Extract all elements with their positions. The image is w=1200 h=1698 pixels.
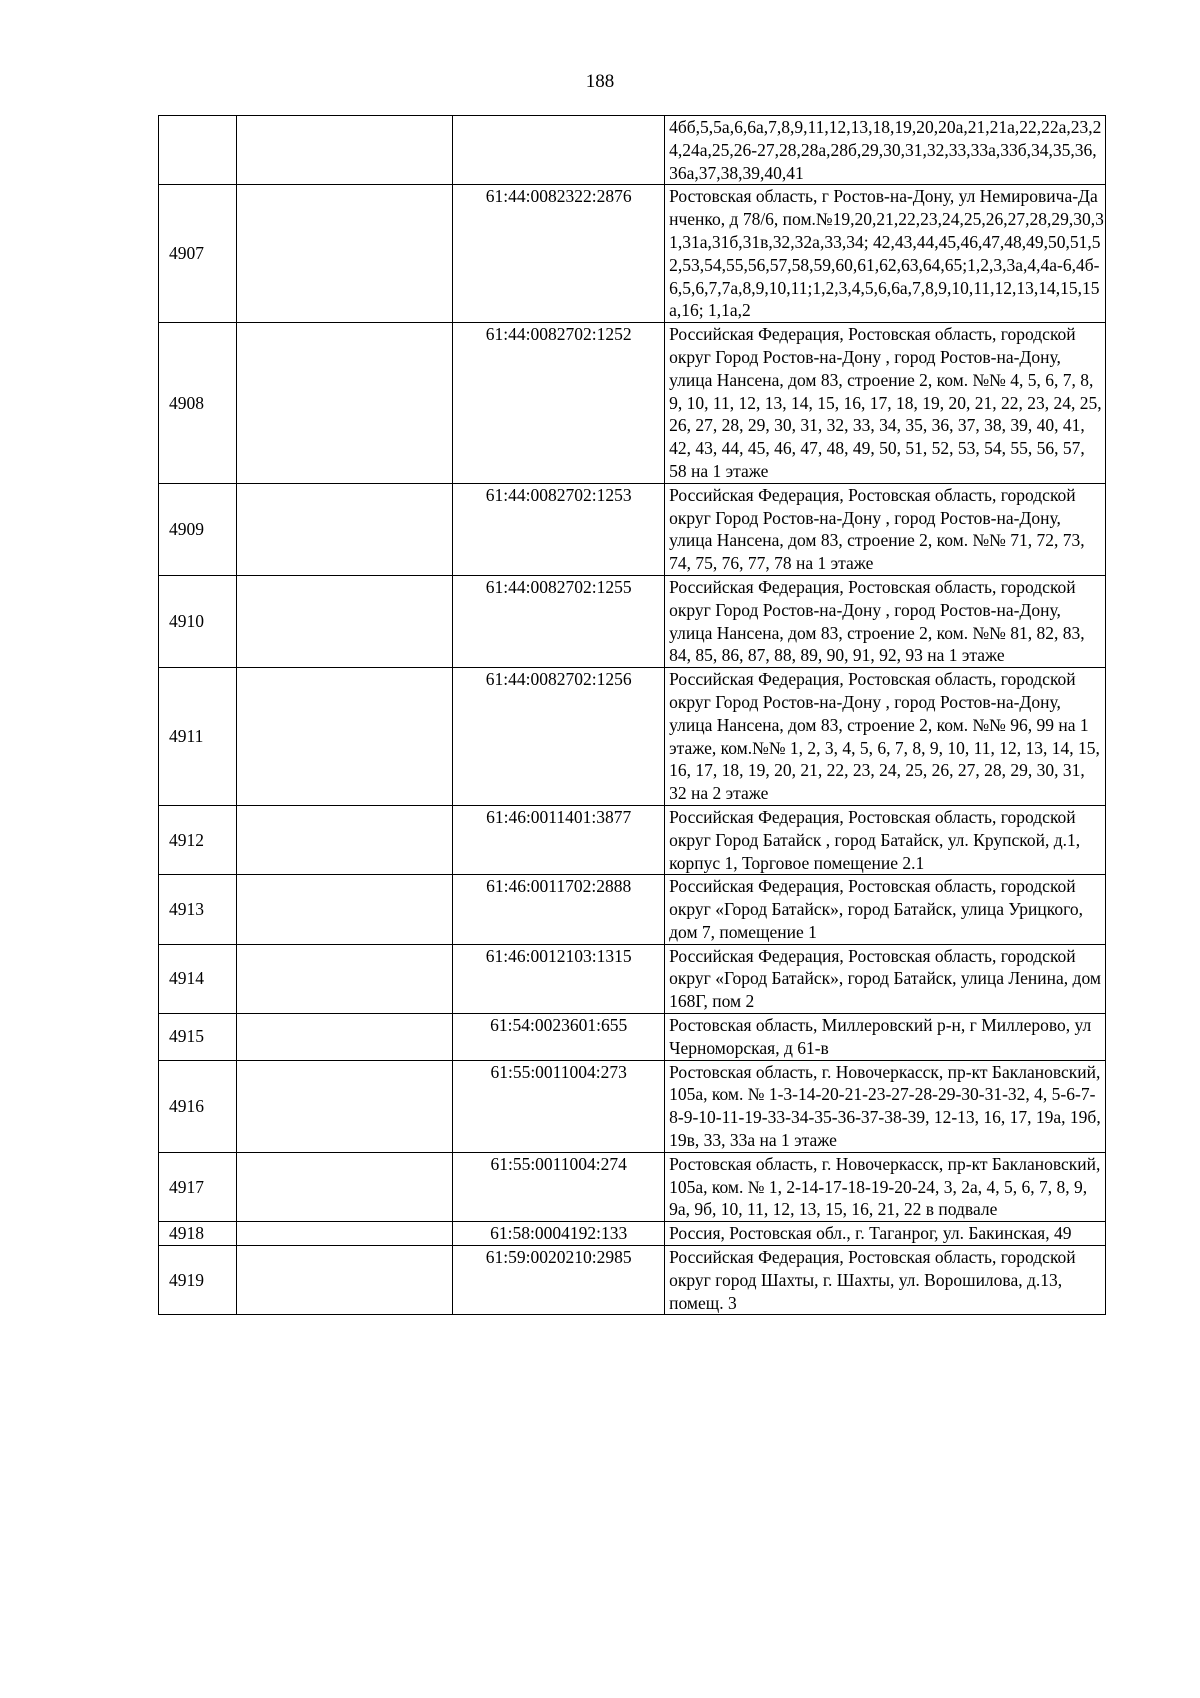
table-row	[159, 1152, 1106, 1221]
cadastral-number-cell: 61:44:0082702:1255	[453, 575, 665, 667]
empty-cell	[237, 1222, 453, 1246]
cadastral-number-cell: 61:54:0023601:655	[453, 1014, 665, 1061]
address-cell: Ростовская область, Миллеровский р-н, г Миллерово, ул Черноморская, д 61-в	[665, 1014, 1106, 1061]
address-cell: Российская Федерация, Ростовская область, городской округ Город Ростов-на-Дону , город Ростов-на-Дону, улица Нансена, дом 83, строение 2, ком. №№ 4, 5, 6, 7, 8, 9, 10, 11, 12, 13, 14, 15, 16, 17, 18, 19, 20, 21, 22, 23, 24, 25, 26, 27, 28, 29, 30, 31, 32, 33, 34, 35, 36, 37, 38, 39, 40, 41, 42, 43, 44, 45, 46, 47, 48, 49, 50, 51, 52, 53, 54, 55, 56, 57, 58 на 1 этаже	[665, 323, 1106, 484]
row-number-cell: 4911	[159, 668, 237, 806]
empty-cell	[237, 116, 453, 185]
empty-cell	[237, 1246, 453, 1315]
table-row	[159, 116, 1106, 185]
cadastral-number-cell: 61:46:0011401:3877	[453, 805, 665, 874]
cadastral-number-cell: 61:44:0082702:1253	[453, 483, 665, 575]
row-number-cell: 4918	[159, 1222, 237, 1246]
empty-cell	[237, 1152, 453, 1221]
empty-cell	[237, 668, 453, 806]
cadastral-number-cell: 61:55:0011004:274	[453, 1152, 665, 1221]
row-number-cell: 4916	[159, 1060, 237, 1152]
cadastral-number-cell: 61:46:0012103:1315	[453, 944, 665, 1013]
cadastral-number-cell: 61:44:0082322:2876	[453, 185, 665, 323]
table-row	[159, 1060, 1106, 1152]
address-cell: Россия, Ростовская обл., г. Таганрог, ул. Бакинская, 49	[665, 1222, 1106, 1246]
row-number-cell: 4912	[159, 805, 237, 874]
address-cell: Российская Федерация, Ростовская область, городской округ «Город Батайск», город Батайск, улица Ленина, дом 168Г, пом 2	[665, 944, 1106, 1013]
table-row	[159, 1014, 1106, 1061]
row-number-cell: 4910	[159, 575, 237, 667]
address-cell: Российская Федерация, Ростовская область, городской округ «Город Батайск», город Батайск, улица Урицкого, дом 7, помещение 1	[665, 875, 1106, 944]
table-row	[159, 185, 1106, 323]
table-row	[159, 1246, 1106, 1315]
address-cell: Ростовская область, г. Новочеркасск, пр-кт Баклановский, 105а, ком. № 1, 2-14-17-18-19-20-24, 3, 2а, 4, 5, 6, 7, 8, 9, 9а, 9б, 10, 11, 12, 13, 15, 16, 21, 22 в подвале	[665, 1152, 1106, 1221]
cadastral-number-cell: 61:44:0082702:1252	[453, 323, 665, 484]
cadastral-number-cell: 61:59:0020210:2985	[453, 1246, 665, 1315]
cadastral-number-cell: 61:44:0082702:1256	[453, 668, 665, 806]
row-number-cell: 4919	[159, 1246, 237, 1315]
row-number-cell	[159, 116, 237, 185]
row-number-cell: 4917	[159, 1152, 237, 1221]
row-number-cell: 4907	[159, 185, 237, 323]
address-cell: Российская Федерация, Ростовская область, городской округ Город Ростов-на-Дону , город Ростов-на-Дону, улица Нансена, дом 83, строение 2, ком. №№ 96, 99 на 1 этаже, ком.№№ 1, 2, 3, 4, 5, 6, 7, 8, 9, 10, 11, 12, 13, 14, 15, 16, 17, 18, 19, 20, 21, 22, 23, 24, 25, 26, 27, 28, 29, 30, 31, 32 на 2 этаже	[665, 668, 1106, 806]
row-number-cell: 4915	[159, 1014, 237, 1061]
address-cell: 4бб,5,5а,6,6а,7,8,9,11,12,13,18,19,20,20а,21,21а,22,22а,23,24,24а,25,26-27,28,28а,28б,29,30,31,32,33,33а,33б,34,35,36,36а,37,38,39,40,41	[665, 116, 1106, 185]
row-number-cell: 4909	[159, 483, 237, 575]
table-row	[159, 805, 1106, 874]
table-row	[159, 323, 1106, 484]
cadastral-number-cell: 61:55:0011004:273	[453, 1060, 665, 1152]
empty-cell	[237, 575, 453, 667]
address-cell: Ростовская область, г Ростов-на-Дону, ул Немировича-Данченко, д 78/6, пом.№19,20,21,22,23,24,25,26,27,28,29,30,31,31а,31б,31в,32,32а,33,34; 42,43,44,45,46,47,48,49,50,51,52,53,54,55,56,57,58,59,60,61,62,63,64,65;1,2,3,3а,4,4а-6,4б-6,5,6,7,7а,8,9,10,11;1,2,3,4,5,6,6а,7,8,9,10,11,12,13,14,15,15а,16; 1,1а,2	[665, 185, 1106, 323]
empty-cell	[237, 805, 453, 874]
address-cell: Ростовская область, г. Новочеркасск, пр-кт Баклановский, 105а, ком. № 1-3-14-20-21-23-27-28-29-30-31-32, 4, 5-6-7-8-9-10-11-19-33-34-35-36-37-38-39, 12-13, 16, 17, 19а, 19б, 19в, 33, 33а на 1 этаже	[665, 1060, 1106, 1152]
table-row	[159, 875, 1106, 944]
page-number: 188	[585, 71, 615, 92]
registry-table	[158, 115, 1106, 1315]
empty-cell	[237, 185, 453, 323]
empty-cell	[237, 483, 453, 575]
address-cell: Российская Федерация, Ростовская область, городской округ Город Ростов-на-Дону , город Ростов-на-Дону, улица Нансена, дом 83, строение 2, ком. №№ 81, 82, 83, 84, 85, 86, 87, 88, 89, 90, 91, 92, 93 на 1 этаже	[665, 575, 1106, 667]
row-number-cell: 4914	[159, 944, 237, 1013]
empty-cell	[237, 1060, 453, 1152]
registry-table-body	[159, 116, 1106, 1315]
empty-cell	[237, 875, 453, 944]
address-cell: Российская Федерация, Ростовская область, городской округ Город Ростов-на-Дону , город Ростов-на-Дону, улица Нансена, дом 83, строение 2, ком. №№ 71, 72, 73, 74, 75, 76, 77, 78 на 1 этаже	[665, 483, 1106, 575]
cadastral-number-cell	[453, 116, 665, 185]
table-row	[159, 944, 1106, 1013]
address-cell: Российская Федерация, Ростовская область, городской округ город Шахты, г. Шахты, ул. Ворошилова, д.13, помещ. 3	[665, 1246, 1106, 1315]
table-row	[159, 575, 1106, 667]
address-cell: Российская Федерация, Ростовская область, городской округ Город Батайск , город Батайск, ул. Крупской, д.1, корпус 1, Торговое помещение 2.1	[665, 805, 1106, 874]
table-row	[159, 668, 1106, 806]
row-number-cell: 4908	[159, 323, 237, 484]
empty-cell	[237, 323, 453, 484]
empty-cell	[237, 944, 453, 1013]
cadastral-number-cell: 61:46:0011702:2888	[453, 875, 665, 944]
row-number-cell: 4913	[159, 875, 237, 944]
empty-cell	[237, 1014, 453, 1061]
table-row	[159, 483, 1106, 575]
cadastral-number-cell: 61:58:0004192:133	[453, 1222, 665, 1246]
table-row	[159, 1222, 1106, 1246]
